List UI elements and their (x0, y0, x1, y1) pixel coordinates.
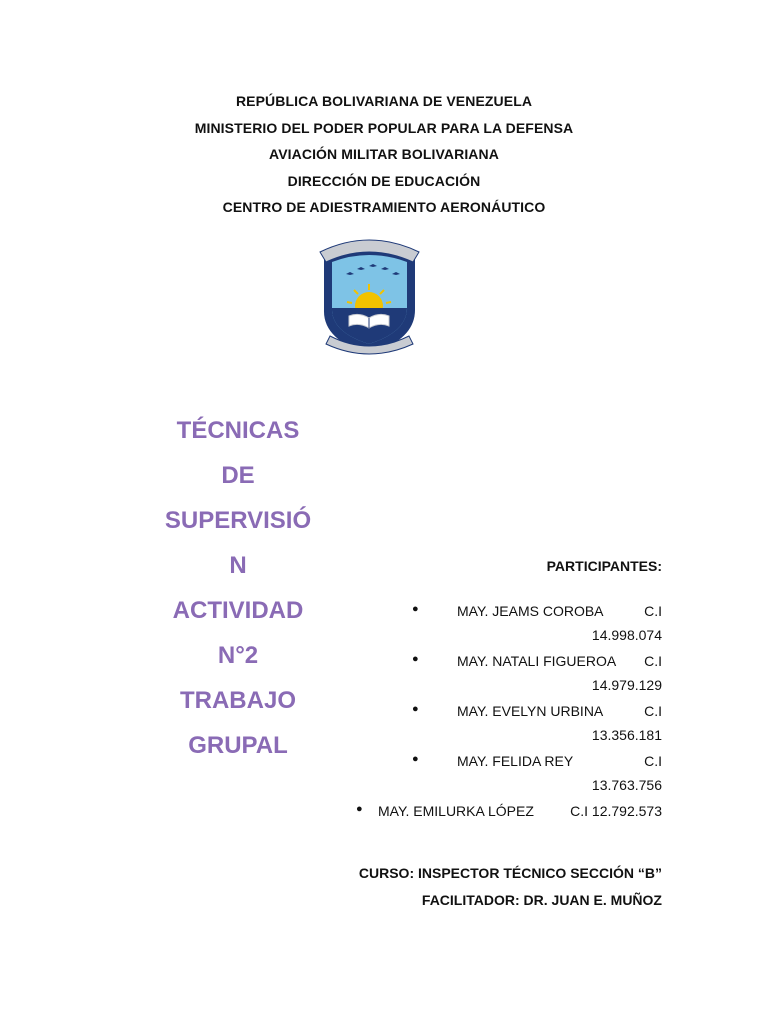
header-line-ministry: MINISTERIO DEL PODER POPULAR PARA LA DEFENSA (194, 119, 574, 136)
participant-name: MAY. NATALI FIGUEROA (457, 653, 617, 669)
bullet-icon: ● (412, 603, 419, 615)
participant-ci-label: C.I (644, 653, 662, 669)
header-line-center: CENTRO DE ADIESTRAMIENTO AERONÁUTICO (222, 199, 546, 215)
participants-list (340, 600, 662, 850)
participant-ci: C.I 12.792.573 (570, 803, 662, 819)
bullet-icon: ● (412, 753, 419, 765)
participant-ci-number: 13.356.181 (591, 727, 662, 743)
list-item (340, 600, 662, 650)
list-item (340, 700, 662, 750)
title-line: TÉCNICAS (176, 417, 300, 444)
title-line: TRABAJO (179, 687, 296, 714)
participant-name: MAY. EVELYN URBINA (457, 703, 604, 719)
participant-ci-number: 14.979.129 (591, 677, 662, 693)
participant-name: MAY. JEAMS COROBA (457, 603, 604, 619)
facilitator-line: FACILITADOR: DR. JUAN E. MUÑOZ (421, 892, 662, 908)
participant-ci-label: C.I (644, 603, 662, 619)
header-line-aviation: AVIACIÓN MILITAR BOLIVARIANA (269, 146, 499, 162)
title-line: ACTIVIDAD (172, 597, 304, 624)
list-item (340, 650, 662, 700)
bullet-icon: ● (412, 653, 419, 665)
list-item (340, 800, 662, 850)
participant-ci-label: C.I (644, 753, 662, 769)
participants-heading: PARTICIPANTES: (546, 558, 662, 574)
participant-ci-label: C.I (644, 703, 662, 719)
header-line-republic: REPÚBLICA BOLIVARIANA DE VENEZUELA (235, 93, 533, 109)
participant-name: MAY. FELIDA REY (457, 753, 574, 769)
institution-crest-logo (316, 232, 423, 356)
title-line: N°2 (217, 642, 259, 669)
title-line: DE (221, 462, 255, 489)
participant-ci-number: 13.763.756 (591, 777, 662, 793)
bullet-icon: ● (356, 803, 363, 815)
title-line: SUPERVISIÓ (164, 507, 312, 534)
title-line: N (229, 552, 247, 579)
title-line: GRUPAL (188, 732, 288, 759)
course-info (300, 860, 662, 914)
institution-header (0, 88, 768, 221)
participant-ci-number: 14.998.074 (591, 627, 662, 643)
participant-name: MAY. EMILURKA LÓPEZ (378, 803, 534, 819)
list-item (340, 750, 662, 800)
bullet-icon: ● (412, 703, 419, 715)
course-line: CURSO: INSPECTOR TÉCNICO SECCIÓN “B” (358, 865, 662, 881)
document-title (148, 408, 328, 768)
header-line-direction: DIRECCIÓN DE EDUCACIÓN (287, 172, 481, 189)
